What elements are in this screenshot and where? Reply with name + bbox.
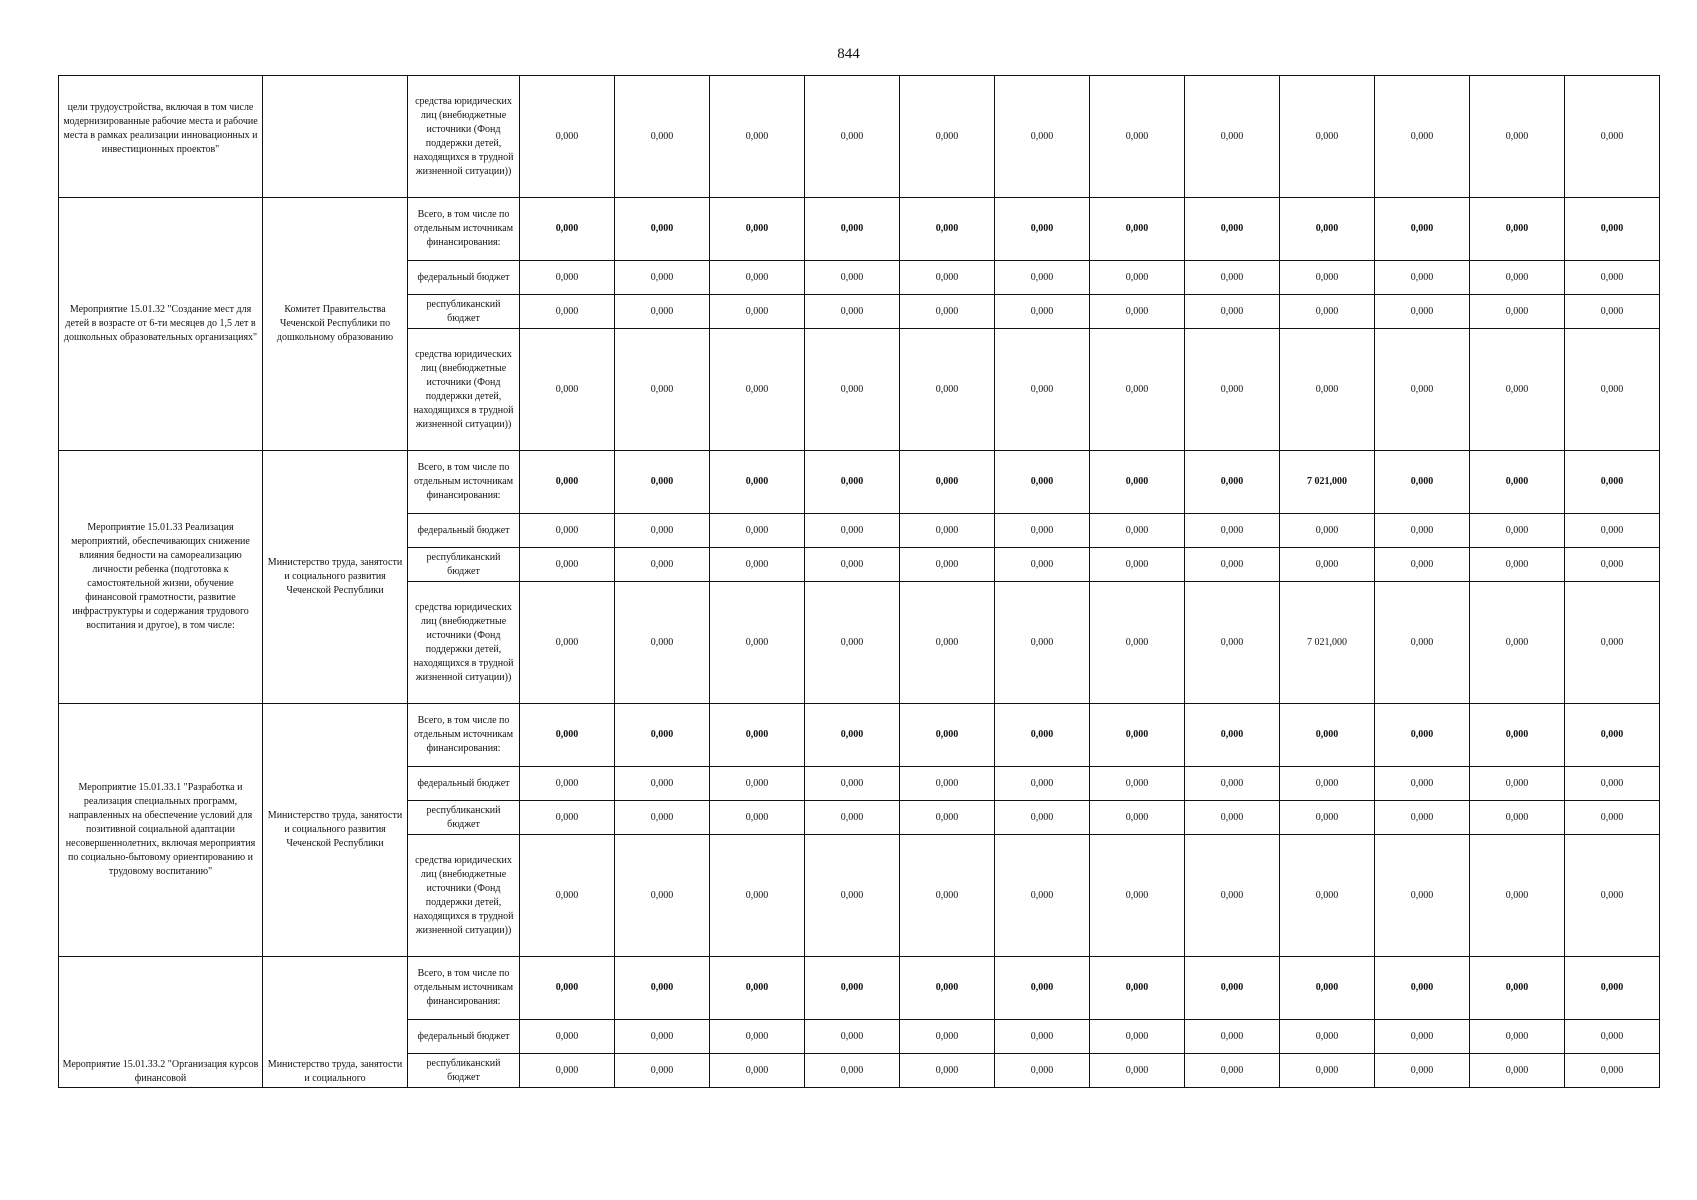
table-row <box>59 198 1660 261</box>
executor-cell <box>263 76 408 198</box>
value-cell-6: 0,000 <box>995 295 1090 329</box>
value-cell-7: 0,000 <box>1090 704 1185 767</box>
value-cell-6: 0,000 <box>995 704 1090 767</box>
value-cell-7: 0,000 <box>1090 295 1185 329</box>
value-cell-3: 0,000 <box>710 451 805 514</box>
table-row <box>59 451 1660 514</box>
value-cell-12: 0,000 <box>1565 1020 1660 1054</box>
value-cell-10: 0,000 <box>1375 957 1470 1020</box>
value-cell-10: 0,000 <box>1375 548 1470 582</box>
activity-cell <box>59 957 263 1088</box>
value-cell-12: 0,000 <box>1565 329 1660 451</box>
executor-cell <box>263 957 408 1088</box>
value-cell-4: 0,000 <box>805 295 900 329</box>
value-cell-9: 0,000 <box>1280 957 1375 1020</box>
funding-source-cell: федеральный бюджет <box>408 514 520 548</box>
value-cell-7: 0,000 <box>1090 514 1185 548</box>
value-cell-9: 0,000 <box>1280 801 1375 835</box>
value-cell-12: 0,000 <box>1565 957 1660 1020</box>
value-cell-2: 0,000 <box>615 261 710 295</box>
value-cell-12: 0,000 <box>1565 767 1660 801</box>
activity-cell: Мероприятие 15.01.33 Реализация мероприятий, обеспечивающих снижение влияния бедности на самореализацию личности ребенка (подготовка к самостоятельной жизни, обучение финансовой грамотности, развитие инфраструктуры и содержания трудового воспитания и другое), в том числе: <box>59 451 263 704</box>
value-cell-11: 0,000 <box>1470 704 1565 767</box>
value-cell-3: 0,000 <box>710 835 805 957</box>
value-cell-3: 0,000 <box>710 548 805 582</box>
value-cell-7: 0,000 <box>1090 261 1185 295</box>
executor-cell: Министерство труда, занятости и социального развития Чеченской Республики <box>263 451 408 704</box>
value-cell-9: 0,000 <box>1280 767 1375 801</box>
value-cell-1: 0,000 <box>520 582 615 704</box>
value-cell-12: 0,000 <box>1565 835 1660 957</box>
value-cell-10: 0,000 <box>1375 582 1470 704</box>
value-cell-1: 0,000 <box>520 261 615 295</box>
value-cell-8: 0,000 <box>1185 835 1280 957</box>
funding-source-cell: республиканский бюджет <box>408 1054 520 1088</box>
value-cell-2: 0,000 <box>615 451 710 514</box>
value-cell-3: 0,000 <box>710 295 805 329</box>
value-cell-2: 0,000 <box>615 835 710 957</box>
value-cell-5: 0,000 <box>900 835 995 957</box>
value-cell-9: 0,000 <box>1280 329 1375 451</box>
value-cell-10: 0,000 <box>1375 451 1470 514</box>
value-cell-5: 0,000 <box>900 704 995 767</box>
value-cell-10: 0,000 <box>1375 835 1470 957</box>
value-cell-4: 0,000 <box>805 1054 900 1088</box>
value-cell-1: 0,000 <box>520 76 615 198</box>
value-cell-3: 0,000 <box>710 957 805 1020</box>
value-cell-5: 0,000 <box>900 957 995 1020</box>
value-cell-10: 0,000 <box>1375 801 1470 835</box>
value-cell-3: 0,000 <box>710 1020 805 1054</box>
value-cell-5: 0,000 <box>900 198 995 261</box>
value-cell-6: 0,000 <box>995 1020 1090 1054</box>
value-cell-10: 0,000 <box>1375 76 1470 198</box>
value-cell-9: 0,000 <box>1280 548 1375 582</box>
value-cell-4: 0,000 <box>805 514 900 548</box>
value-cell-5: 0,000 <box>900 582 995 704</box>
value-cell-6: 0,000 <box>995 451 1090 514</box>
value-cell-8: 0,000 <box>1185 451 1280 514</box>
value-cell-4: 0,000 <box>805 957 900 1020</box>
funding-source-cell: республиканский бюджет <box>408 548 520 582</box>
value-cell-9: 0,000 <box>1280 261 1375 295</box>
value-cell-8: 0,000 <box>1185 261 1280 295</box>
executor-cell: Комитет Правительства Чеченской Республики по дошкольному образованию <box>263 198 408 451</box>
funding-source-cell: средства юридических лиц (внебюджетные источники (Фонд поддержки детей, находящихся в трудной жизненной ситуации)) <box>408 76 520 198</box>
value-cell-12: 0,000 <box>1565 198 1660 261</box>
value-cell-4: 0,000 <box>805 548 900 582</box>
value-cell-8: 0,000 <box>1185 1020 1280 1054</box>
value-cell-11: 0,000 <box>1470 1054 1565 1088</box>
value-cell-1: 0,000 <box>520 329 615 451</box>
value-cell-8: 0,000 <box>1185 198 1280 261</box>
value-cell-6: 0,000 <box>995 198 1090 261</box>
value-cell-6: 0,000 <box>995 329 1090 451</box>
value-cell-2: 0,000 <box>615 1054 710 1088</box>
value-cell-9: 0,000 <box>1280 514 1375 548</box>
value-cell-7: 0,000 <box>1090 835 1185 957</box>
value-cell-1: 0,000 <box>520 835 615 957</box>
value-cell-6: 0,000 <box>995 957 1090 1020</box>
value-cell-5: 0,000 <box>900 329 995 451</box>
value-cell-2: 0,000 <box>615 801 710 835</box>
value-cell-11: 0,000 <box>1470 835 1565 957</box>
value-cell-1: 0,000 <box>520 1054 615 1088</box>
executor-text: Министерство труда, занятости и социального <box>267 1059 403 1084</box>
value-cell-2: 0,000 <box>615 957 710 1020</box>
value-cell-7: 0,000 <box>1090 1054 1185 1088</box>
value-cell-11: 0,000 <box>1470 1020 1565 1054</box>
activity-text: Мероприятие 15.01.33.2 "Организация курсов финансовой <box>62 1059 259 1084</box>
funding-source-cell: федеральный бюджет <box>408 261 520 295</box>
value-cell-12: 0,000 <box>1565 451 1660 514</box>
value-cell-11: 0,000 <box>1470 261 1565 295</box>
value-cell-4: 0,000 <box>805 704 900 767</box>
value-cell-9: 0,000 <box>1280 198 1375 261</box>
table-row <box>59 957 1660 1020</box>
value-cell-4: 0,000 <box>805 767 900 801</box>
value-cell-6: 0,000 <box>995 801 1090 835</box>
value-cell-2: 0,000 <box>615 295 710 329</box>
funding-source-cell: федеральный бюджет <box>408 1020 520 1054</box>
value-cell-6: 0,000 <box>995 514 1090 548</box>
table-row <box>59 704 1660 767</box>
value-cell-2: 0,000 <box>615 514 710 548</box>
value-cell-1: 0,000 <box>520 957 615 1020</box>
value-cell-5: 0,000 <box>900 767 995 801</box>
value-cell-8: 0,000 <box>1185 1054 1280 1088</box>
value-cell-1: 0,000 <box>520 451 615 514</box>
value-cell-7: 0,000 <box>1090 76 1185 198</box>
value-cell-6: 0,000 <box>995 76 1090 198</box>
value-cell-7: 0,000 <box>1090 957 1185 1020</box>
value-cell-10: 0,000 <box>1375 261 1470 295</box>
executor-cell: Министерство труда, занятости и социального развития Чеченской Республики <box>263 704 408 957</box>
value-cell-11: 0,000 <box>1470 329 1565 451</box>
value-cell-11: 0,000 <box>1470 295 1565 329</box>
value-cell-2: 0,000 <box>615 1020 710 1054</box>
value-cell-12: 0,000 <box>1565 582 1660 704</box>
value-cell-9: 7 021,000 <box>1280 582 1375 704</box>
value-cell-9: 0,000 <box>1280 704 1375 767</box>
value-cell-1: 0,000 <box>520 704 615 767</box>
value-cell-5: 0,000 <box>900 261 995 295</box>
value-cell-7: 0,000 <box>1090 198 1185 261</box>
funding-source-cell: республиканский бюджет <box>408 295 520 329</box>
value-cell-4: 0,000 <box>805 835 900 957</box>
value-cell-5: 0,000 <box>900 514 995 548</box>
value-cell-8: 0,000 <box>1185 548 1280 582</box>
value-cell-2: 0,000 <box>615 704 710 767</box>
value-cell-11: 0,000 <box>1470 957 1565 1020</box>
value-cell-3: 0,000 <box>710 704 805 767</box>
value-cell-1: 0,000 <box>520 514 615 548</box>
funding-source-cell: Всего, в том числе по отдельным источникам финансирования: <box>408 198 520 261</box>
value-cell-4: 0,000 <box>805 76 900 198</box>
funding-source-cell: средства юридических лиц (внебюджетные источники (Фонд поддержки детей, находящихся в трудной жизненной ситуации)) <box>408 582 520 704</box>
value-cell-3: 0,000 <box>710 76 805 198</box>
value-cell-10: 0,000 <box>1375 198 1470 261</box>
value-cell-11: 0,000 <box>1470 198 1565 261</box>
value-cell-5: 0,000 <box>900 548 995 582</box>
value-cell-8: 0,000 <box>1185 582 1280 704</box>
value-cell-2: 0,000 <box>615 767 710 801</box>
value-cell-6: 0,000 <box>995 582 1090 704</box>
funding-source-cell: Всего, в том числе по отдельным источникам финансирования: <box>408 957 520 1020</box>
value-cell-8: 0,000 <box>1185 76 1280 198</box>
funding-source-cell: средства юридических лиц (внебюджетные источники (Фонд поддержки детей, находящихся в трудной жизненной ситуации)) <box>408 835 520 957</box>
value-cell-10: 0,000 <box>1375 1020 1470 1054</box>
value-cell-6: 0,000 <box>995 835 1090 957</box>
value-cell-7: 0,000 <box>1090 451 1185 514</box>
funding-source-cell: федеральный бюджет <box>408 767 520 801</box>
value-cell-7: 0,000 <box>1090 801 1185 835</box>
value-cell-9: 0,000 <box>1280 295 1375 329</box>
value-cell-5: 0,000 <box>900 76 995 198</box>
value-cell-2: 0,000 <box>615 548 710 582</box>
value-cell-10: 0,000 <box>1375 704 1470 767</box>
funding-source-cell: средства юридических лиц (внебюджетные источники (Фонд поддержки детей, находящихся в трудной жизненной ситуации)) <box>408 329 520 451</box>
value-cell-10: 0,000 <box>1375 767 1470 801</box>
value-cell-9: 0,000 <box>1280 835 1375 957</box>
value-cell-8: 0,000 <box>1185 801 1280 835</box>
value-cell-6: 0,000 <box>995 1054 1090 1088</box>
value-cell-11: 0,000 <box>1470 548 1565 582</box>
value-cell-10: 0,000 <box>1375 514 1470 548</box>
value-cell-7: 0,000 <box>1090 548 1185 582</box>
value-cell-12: 0,000 <box>1565 1054 1660 1088</box>
value-cell-3: 0,000 <box>710 582 805 704</box>
value-cell-9: 7 021,000 <box>1280 451 1375 514</box>
value-cell-5: 0,000 <box>900 801 995 835</box>
value-cell-11: 0,000 <box>1470 451 1565 514</box>
value-cell-5: 0,000 <box>900 1020 995 1054</box>
value-cell-9: 0,000 <box>1280 76 1375 198</box>
funding-source-cell: Всего, в том числе по отдельным источникам финансирования: <box>408 451 520 514</box>
value-cell-12: 0,000 <box>1565 76 1660 198</box>
value-cell-4: 0,000 <box>805 1020 900 1054</box>
value-cell-7: 0,000 <box>1090 329 1185 451</box>
value-cell-11: 0,000 <box>1470 801 1565 835</box>
value-cell-3: 0,000 <box>710 767 805 801</box>
value-cell-9: 0,000 <box>1280 1020 1375 1054</box>
value-cell-9: 0,000 <box>1280 1054 1375 1088</box>
value-cell-6: 0,000 <box>995 261 1090 295</box>
value-cell-12: 0,000 <box>1565 704 1660 767</box>
value-cell-3: 0,000 <box>710 801 805 835</box>
value-cell-11: 0,000 <box>1470 514 1565 548</box>
value-cell-4: 0,000 <box>805 801 900 835</box>
value-cell-5: 0,000 <box>900 451 995 514</box>
value-cell-4: 0,000 <box>805 261 900 295</box>
value-cell-6: 0,000 <box>995 548 1090 582</box>
value-cell-11: 0,000 <box>1470 76 1565 198</box>
value-cell-1: 0,000 <box>520 1020 615 1054</box>
value-cell-12: 0,000 <box>1565 514 1660 548</box>
value-cell-4: 0,000 <box>805 451 900 514</box>
value-cell-12: 0,000 <box>1565 548 1660 582</box>
value-cell-12: 0,000 <box>1565 295 1660 329</box>
value-cell-1: 0,000 <box>520 548 615 582</box>
page-number: 844 <box>837 46 860 62</box>
value-cell-4: 0,000 <box>805 329 900 451</box>
value-cell-4: 0,000 <box>805 582 900 704</box>
value-cell-2: 0,000 <box>615 329 710 451</box>
value-cell-3: 0,000 <box>710 1054 805 1088</box>
value-cell-10: 0,000 <box>1375 329 1470 451</box>
value-cell-2: 0,000 <box>615 582 710 704</box>
value-cell-1: 0,000 <box>520 198 615 261</box>
table-row <box>59 76 1660 198</box>
table-body <box>59 76 1660 1088</box>
value-cell-1: 0,000 <box>520 295 615 329</box>
value-cell-3: 0,000 <box>710 514 805 548</box>
value-cell-2: 0,000 <box>615 198 710 261</box>
value-cell-10: 0,000 <box>1375 1054 1470 1088</box>
value-cell-11: 0,000 <box>1470 582 1565 704</box>
value-cell-8: 0,000 <box>1185 767 1280 801</box>
value-cell-1: 0,000 <box>520 767 615 801</box>
value-cell-3: 0,000 <box>710 329 805 451</box>
value-cell-8: 0,000 <box>1185 957 1280 1020</box>
value-cell-2: 0,000 <box>615 76 710 198</box>
funding-source-cell: Всего, в том числе по отдельным источникам финансирования: <box>408 704 520 767</box>
value-cell-10: 0,000 <box>1375 295 1470 329</box>
value-cell-8: 0,000 <box>1185 295 1280 329</box>
value-cell-8: 0,000 <box>1185 329 1280 451</box>
financing-table <box>58 75 1660 1088</box>
value-cell-1: 0,000 <box>520 801 615 835</box>
activity-cell <box>59 76 263 198</box>
value-cell-11: 0,000 <box>1470 767 1565 801</box>
value-cell-7: 0,000 <box>1090 767 1185 801</box>
value-cell-8: 0,000 <box>1185 704 1280 767</box>
value-cell-4: 0,000 <box>805 198 900 261</box>
funding-source-cell: республиканский бюджет <box>408 801 520 835</box>
activity-cell: Мероприятие 15.01.33.1 "Разработка и реализация специальных программ, направленных на обеспечение условий для позитивной социальной адаптации несовершеннолетних, включая мероприятия по социально-бытовому ориентированию и трудовому воспитанию" <box>59 704 263 957</box>
value-cell-5: 0,000 <box>900 295 995 329</box>
value-cell-7: 0,000 <box>1090 582 1185 704</box>
activity-cell: Мероприятие 15.01.32 "Создание мест для детей в возрасте от 6-ти месяцев до 1,5 лет в дошкольных образовательных организациях" <box>59 198 263 451</box>
activity-text: цели трудоустройства, включая в том числе модернизированные рабочие места и рабочие места в рамках реализации инновационных и инвестиционных проектов" <box>63 101 258 155</box>
value-cell-12: 0,000 <box>1565 261 1660 295</box>
value-cell-3: 0,000 <box>710 198 805 261</box>
value-cell-6: 0,000 <box>995 767 1090 801</box>
value-cell-8: 0,000 <box>1185 514 1280 548</box>
value-cell-7: 0,000 <box>1090 1020 1185 1054</box>
value-cell-3: 0,000 <box>710 261 805 295</box>
value-cell-12: 0,000 <box>1565 801 1660 835</box>
value-cell-5: 0,000 <box>900 1054 995 1088</box>
